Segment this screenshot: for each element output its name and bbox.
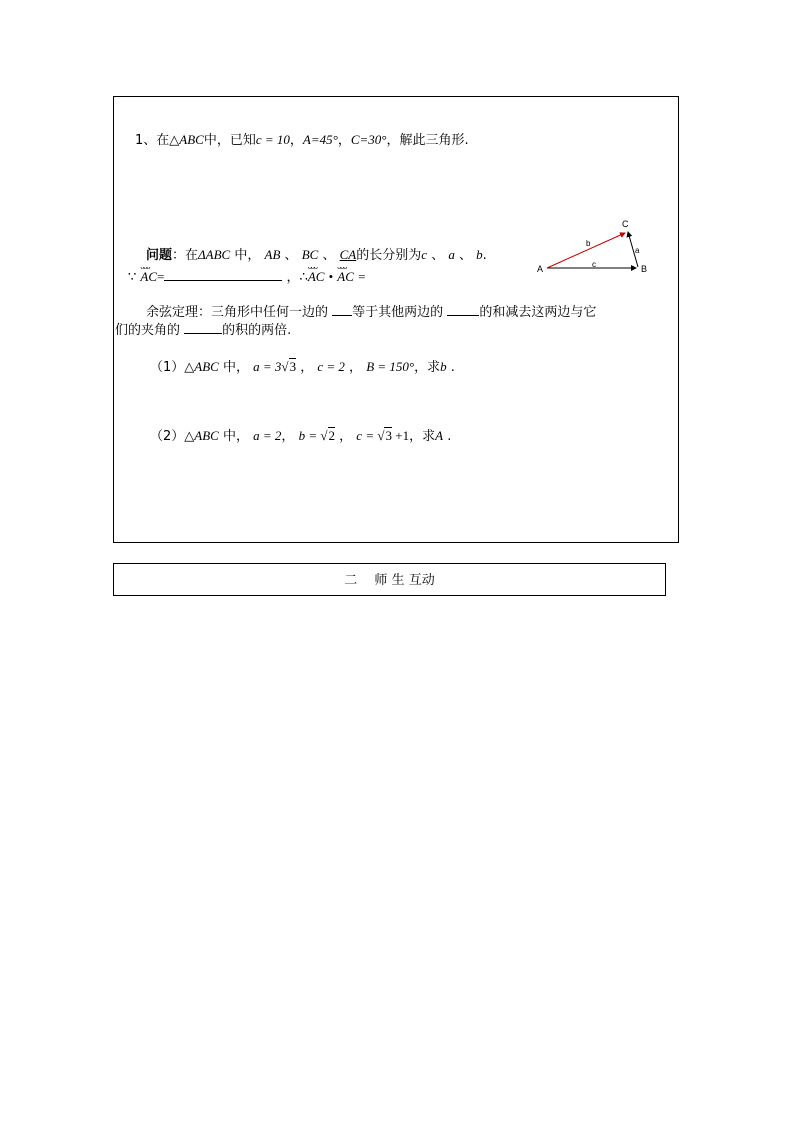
ex1-a-root: 3 — [289, 359, 297, 374]
cosine-theorem — [146, 303, 596, 321]
example-2: （2）△ABC 中， a = 2， b = √2 ， c = √3 +1，求A . — [150, 428, 452, 444]
problem-c: c — [421, 247, 428, 262]
sep: 、 — [431, 248, 445, 263]
sep: 、 — [284, 248, 298, 263]
ex1-num: （1） — [150, 360, 185, 375]
ex2-num: （2） — [150, 429, 185, 444]
theorem-text: 余弦定理：三角形中任何一边的 — [146, 305, 329, 320]
ex2-c-plus: +1 — [391, 428, 410, 443]
ex2-b-root: 2 — [328, 428, 335, 443]
label-A: A — [537, 264, 544, 274]
ex2-b: b = — [298, 428, 321, 443]
sep: ， — [339, 429, 353, 444]
problem-label: 问题 — [146, 248, 173, 263]
dot: • — [328, 269, 334, 284]
equals: = — [157, 269, 165, 284]
ex2-A: A — [435, 428, 444, 443]
sep: 、 — [458, 248, 472, 263]
ex1-ask: ，求 — [414, 360, 441, 375]
problem-AB: AB — [264, 247, 281, 262]
triangle-diagram — [532, 213, 662, 277]
example-1: （1）△ABC 中， a = 3√3 ， c = 2 ， B = 150°，求b . — [150, 359, 455, 375]
vector-AC: ᴗᴗᴗ AC — [337, 269, 354, 285]
q1-end: ，解此三角形. — [386, 133, 469, 148]
triangle-symbol: △ — [169, 133, 180, 148]
sep: ， — [281, 429, 295, 444]
ex1-tri: △ABC — [184, 359, 219, 374]
ex2-c: c = — [356, 428, 378, 443]
label-c: c — [592, 260, 596, 269]
theorem-text: 的积的两倍. — [222, 323, 292, 338]
q1-sep2: ， — [337, 133, 351, 148]
problem-mid: 的长分别为 — [356, 248, 422, 263]
q1-sep: ， — [289, 133, 303, 148]
vector-AC: ᴗᴗᴗ AC — [308, 269, 325, 285]
label-b: b — [586, 239, 591, 248]
sep: 、 — [322, 248, 336, 263]
blank-field[interactable] — [184, 321, 222, 334]
section-2-header — [113, 563, 666, 596]
q1-text: 中，已知 — [203, 133, 256, 148]
ex2-end: . — [447, 429, 452, 444]
problem-b: b — [476, 247, 483, 262]
comma: ， — [286, 270, 300, 285]
ex2-c-root: 3 — [385, 428, 392, 443]
ex2-ask: ，求 — [409, 429, 436, 444]
q1-c: c = 10 — [255, 132, 290, 147]
problem-zh: 中， — [234, 248, 261, 263]
problem-CA: CA — [339, 247, 357, 262]
cosine-theorem-cont — [115, 321, 291, 339]
q1-A: A=45° — [302, 132, 338, 147]
problem-BC: BC — [301, 247, 319, 262]
ex2-zh: 中， — [222, 429, 249, 444]
blank-field[interactable] — [332, 303, 352, 316]
problem-colon: ：在 — [172, 248, 199, 263]
q1-num: 1、在 — [135, 133, 170, 148]
ex1-B: B = 150° — [366, 359, 415, 374]
theorem-text: 等于其他两边的 — [352, 305, 444, 320]
sep: ， — [300, 360, 314, 375]
because-symbol: ∵ — [128, 270, 137, 285]
ex1-c: c = 2 — [317, 359, 345, 374]
equals: = — [358, 269, 366, 284]
ex2-a: a = 2 — [253, 428, 282, 443]
problem-a: a — [448, 247, 455, 262]
content-box — [113, 96, 679, 543]
blank-field[interactable] — [164, 268, 282, 281]
theorem-text: 的和减去这两边与它 — [479, 305, 597, 320]
q1-C: C=30° — [350, 132, 387, 147]
label-C: C — [622, 219, 629, 229]
ex1-end: . — [450, 360, 455, 375]
theorem-text: 们的夹角的 — [115, 323, 181, 338]
q1-abc: ABC — [179, 132, 204, 147]
problem-end: . — [482, 248, 487, 263]
label-a: a — [635, 246, 640, 255]
blank-field[interactable] — [447, 303, 479, 316]
ex1-a: a = 3 — [253, 359, 282, 374]
sep: ， — [349, 360, 363, 375]
label-B: B — [641, 264, 648, 274]
question-1 — [135, 132, 469, 149]
section-2-title: 二 师 生 互动 — [344, 573, 435, 588]
vector-AC: ᴗᴗᴗ AC — [140, 269, 157, 285]
ex1-zh: 中， — [222, 360, 249, 375]
ex1-b: b — [440, 359, 447, 374]
therefore-symbol: ∴ — [299, 270, 308, 285]
ex2-tri: △ABC — [184, 428, 219, 443]
problem-tri: ΔABC — [198, 247, 231, 262]
vector-line — [128, 268, 365, 286]
